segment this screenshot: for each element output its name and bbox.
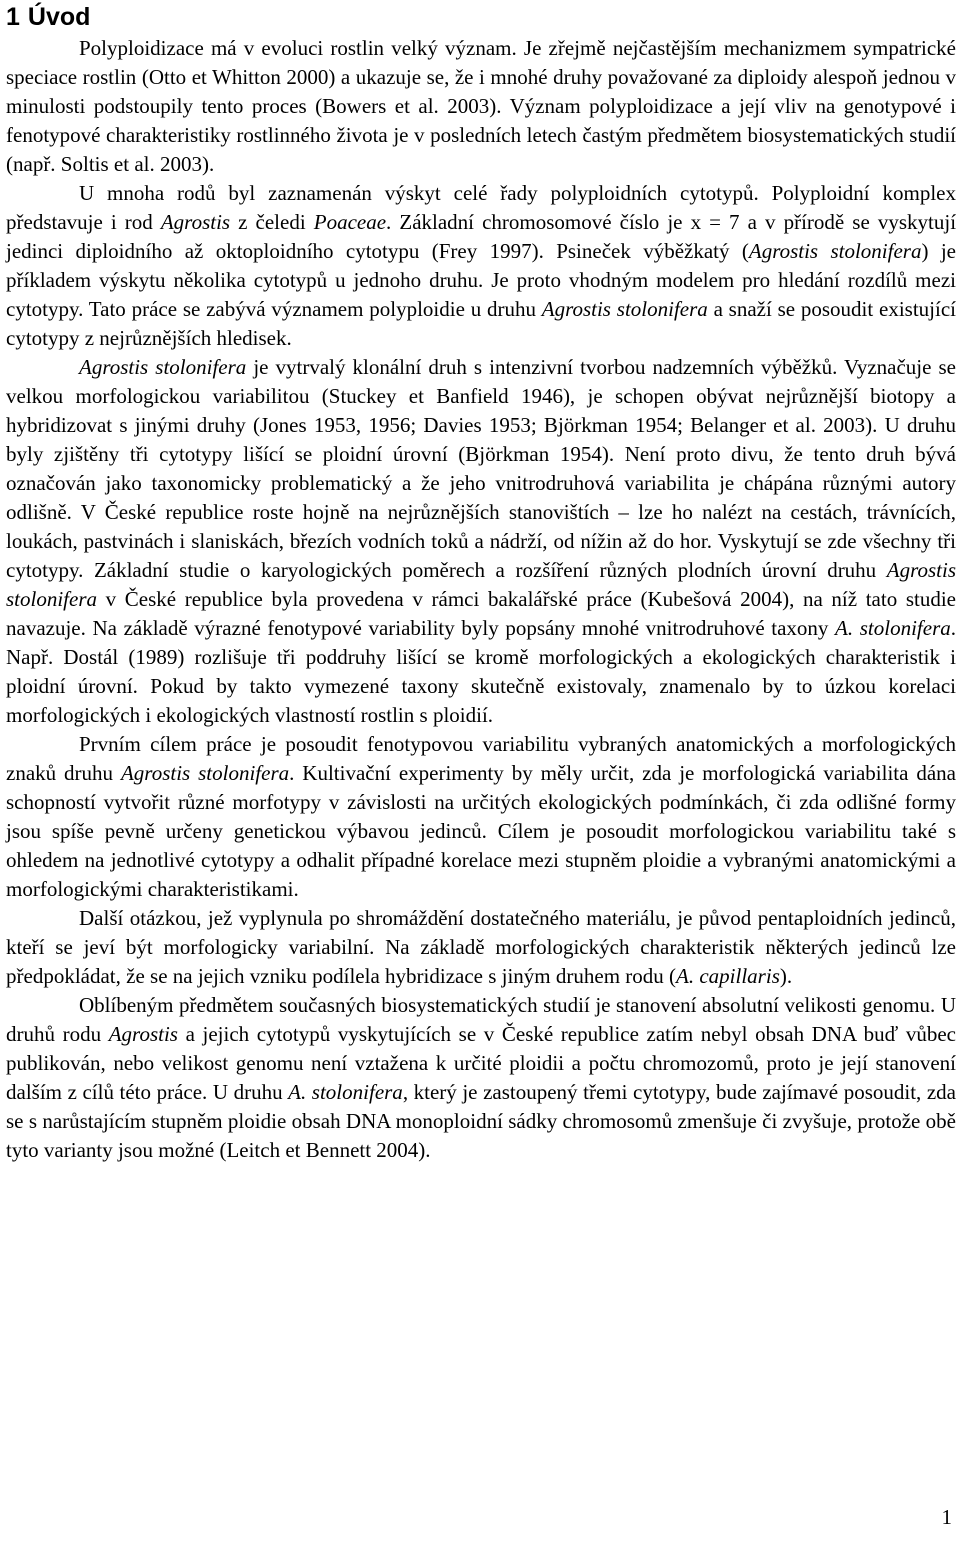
body-text [6,34,956,1165]
paragraph [6,179,956,353]
text-run: Prvním cílem práce je posoudit fenotypovou variabilitu vybraných anatomických a morfologických znaků druhu [6,732,956,785]
section-number: 1 [6,3,20,31]
text-run: je vytrvalý klonální druh s intenzivní tvorbou nadzemních výběžků. Vyznačuje se velkou morfologickou variabilitou (Stuckey et Banfield 1946), je schopen obývat nejrůznější biotopy a hybridizovat s jinými druhy (Jones 1953, 1956; Davies 1953; Björkman 1954; Belanger et al. 2003). U druhu byly zjištěny tři cytotypy lišící se ploidní úrovní (Björkman 1954). Není proto divu, že tento druh bývá označován jako taxonomicky problematický a že jeho vnitrodruhová variabilita je chápána různými autory odlišně. V České republice roste hojně na nejrůznějších stanovištích – lze ho nalézt na cestách, trávnících, loukách, pastvinách i slaniskách, březích vodních toků a nádrží, od nížin až do hor. Vyskytují se zde všechny tři cytotypy. Základní studie o karyologických poměrech a rozšíření různých plodních úrovní druhu [6,355,956,582]
italic-term: A. stolonifera [835,616,951,640]
paragraph [6,904,956,991]
paragraph [6,34,956,179]
italic-term: Poaceae [313,210,387,234]
text-run: . Základní chromosomové číslo je x = 7 a v přírodě se vyskytují jedinci diploidního až oktoploidního cytotypu (Frey 1997). Psineček výběžkatý ( [6,210,957,263]
italic-term: Agrostis stolonifera [748,239,922,263]
italic-term: Agrostis stolonifera [79,355,247,379]
italic-term: A. capillaris [676,964,780,988]
text-run: Další otázkou, jež vyplynula po shromáždění dostatečného materiálu, je původ pentaploidních jedinců, kteří se jeví být morfologicky variabilní. Na základě morfologických charakteristik některých jedinců lze předpokládat, že se na jejich vzniku podílela hybridizace s jiným druhem rodu ( [6,906,956,988]
text-run: . Kultivační experimenty by měly určit, zda je morfologická variabilita dána schopností vytvořit různé morfotypy v závislosti na určitých ekologických podmínkách, či zda odlišné formy jsou spíše pevně určeny genetickou výbavou jedinců. Cílem je posoudit morfologickou variabilitu také s ohledem na jednotlivé cytotypy a odhalit případné korelace mezi stupněm ploidie a vybranými anatomickými a morfologickými charakteristikami. [6,761,956,901]
section-heading [6,0,956,34]
paragraph [6,353,956,730]
text-run: ) je příkladem výskytu několika cytotypů u jednoho druhu. Je proto vhodným modelem pro hledání rozdílů mezi cytotypy. Tato práce se zabývá významem polyploidie u druhu [6,239,956,321]
text-run: v České republice byla provedena v rámci bakalářské práce (Kubešová 2004), na níž tato studie navazuje. Na základě výrazné fenotypové variability byly popsány mnohé vnitrodruhové taxony [6,587,956,640]
page-number: 1 [941,1505,952,1529]
text-run: Oblíbeným předmětem současných biosystematických studií je stanovení absolutní velikosti genomu. U druhů rodu [6,993,956,1046]
italic-term: Agrostis stolonifera [541,297,708,321]
italic-term: Agrostis stolonifera [120,761,290,785]
text-run: a jejich cytotypů vyskytujících se v České republice zatím nebyl obsah DNA buď vůbec publikován, nebo velikost genomu není vztažena k určité ploidii a počtu chromozomů, proto je její stanovení dalším z cílů této práce. U druhu [6,1022,956,1104]
text-run: . Např. Dostál (1989) rozlišuje tři poddruhy lišící se kromě morfologických a ekologických charakteristik i ploidní úrovní. Pokud by takto vymezené taxony skutečně existovaly, znamenalo by to úzkou korelaci morfologických i ekologických vlastností rostlin s ploidií. [6,616,956,727]
section-title: Úvod [27,3,91,31]
text-run: a snaží se posoudit existující cytotypy z nejrůznějších hledisek. [6,297,956,350]
italic-term: Agrostis stolonifera [6,558,956,611]
text-run: Polyploidizace má v evoluci rostlin velký význam. Je zřejmě nejčastějším mechanizmem sympatrické speciace rostlin (Otto et Whitton 2000) a ukazuje se, že i mnohé druhy považované za diploidy alespoň jednou v minulosti podstoupily tento proces (Bowers et al. 2003). Význam polyploidizace a její vliv na genotypové i fenotypové charakteristiky rostlinného života je v posledních letech častým předmětem biosystematických studií (např. Soltis et al. 2003). [6,36,956,176]
text-run: U mnoha rodů byl zaznamenán výskyt celé řady polyploidních cytotypů. Polyploidní komplex představuje i rod [6,181,956,234]
paragraph [6,730,956,904]
italic-term: Agrostis [108,1022,178,1046]
italic-term: A. stolonifera [288,1080,403,1104]
text-run: z čeledi [230,210,314,234]
text-run: ). [779,964,793,988]
paragraph [6,991,956,1165]
text-run: , který je zastoupený třemi cytotypy, bude zajímavé posoudit, zda se s narůstajícím stupněm ploidie obsah DNA monoploidní sádky chromosomů zmenšuje či zvyšuje, protože obě tyto varianty jsou možné (Leitch et Bennett 2004). [6,1080,956,1162]
italic-term: Agrostis [160,210,231,234]
